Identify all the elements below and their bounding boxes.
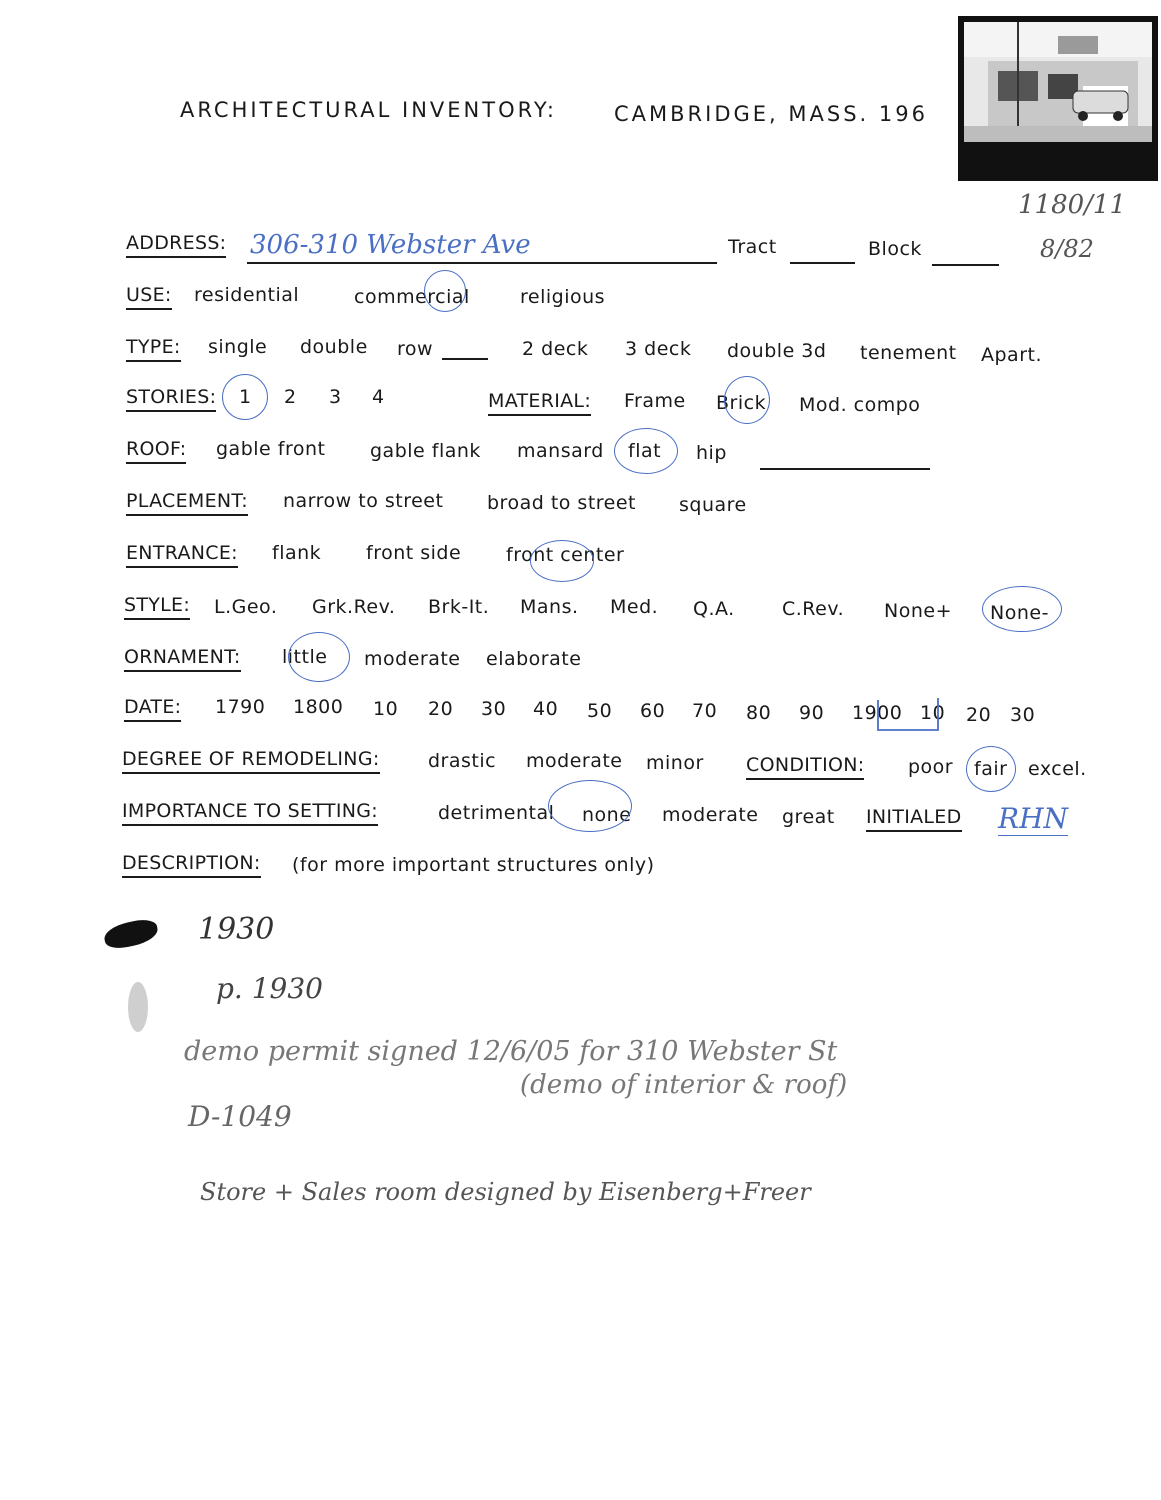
- roof-selected-mark: [614, 428, 678, 474]
- stories-label: STORIES:: [126, 386, 216, 412]
- placement-option-square: square: [679, 494, 747, 516]
- tract-line: [790, 262, 855, 264]
- importance-option-none: none: [582, 804, 632, 826]
- date-option-80: 80: [746, 702, 772, 724]
- ornament-option-moderate: moderate: [364, 648, 461, 670]
- note-top-right-1: 1180/11: [1018, 190, 1127, 220]
- date-option-60: 60: [640, 700, 666, 722]
- use-selected-mark: [424, 270, 466, 312]
- date-option-10a: 10: [373, 698, 399, 720]
- type-option-double: double: [300, 336, 368, 358]
- placement-option-narrow: narrow to street: [283, 490, 444, 512]
- material-option-modcompo: Mod. compo: [799, 394, 921, 416]
- entrance-option-flank: flank: [272, 542, 322, 564]
- material-option-frame: Frame: [624, 390, 686, 412]
- style-option-med: Med.: [610, 596, 659, 618]
- date-label: DATE:: [124, 696, 181, 722]
- block-label: Block: [868, 238, 922, 260]
- roof-option-hip: hip: [696, 442, 727, 464]
- condition-option-poor: poor: [908, 756, 954, 778]
- note-top-right-2: 8/82: [1040, 235, 1094, 263]
- initialed-value: RHN: [998, 802, 1068, 835]
- importance-option-moderate: moderate: [662, 804, 759, 826]
- roof-option-gableflank: gable flank: [370, 440, 481, 462]
- initialed-label: INITIALED: [866, 806, 962, 832]
- use-option-commercial: commercial: [354, 286, 470, 308]
- type-option-row: row: [397, 338, 434, 360]
- date-option-1790: 1790: [215, 696, 266, 718]
- roof-option-gablefront: gable front: [216, 438, 326, 460]
- date-option-50: 50: [587, 700, 613, 722]
- entrance-label: ENTRANCE:: [126, 542, 238, 568]
- description-label: DESCRIPTION:: [122, 852, 261, 878]
- ornament-label: ORNAMENT:: [124, 646, 241, 672]
- style-option-crev: C.Rev.: [782, 598, 845, 620]
- importance-label: IMPORTANCE TO SETTING:: [122, 800, 378, 826]
- ornament-selected-mark: [288, 632, 350, 682]
- title-left: ARCHITECTURAL INVENTORY:: [180, 98, 557, 122]
- type-option-tenement: tenement: [860, 342, 957, 364]
- importance-option-detrimental: detrimental: [438, 802, 555, 824]
- roof-option-flat: flat: [628, 440, 662, 462]
- roof-other-line: [760, 468, 930, 470]
- importance-selected-mark: [548, 780, 632, 832]
- handwritten-line-3: demo permit signed 12/6/05 for 310 Webster St: [184, 1036, 838, 1067]
- handwritten-line-1: 1930: [198, 912, 275, 947]
- ornament-option-little: little: [282, 646, 328, 668]
- type-label: TYPE:: [126, 336, 181, 362]
- material-option-brick: Brick: [716, 392, 767, 414]
- type-row-line: [442, 358, 488, 360]
- date-option-90: 90: [799, 702, 825, 724]
- description-note: (for more important structures only): [292, 854, 655, 876]
- pencil-smudge: [128, 982, 148, 1032]
- placement-option-broad: broad to street: [487, 492, 637, 514]
- handwritten-line-6: Store + Sales room designed by Eisenberg+Freer: [200, 1178, 811, 1206]
- address-line: [247, 262, 717, 264]
- roof-option-mansard: mansard: [517, 440, 604, 462]
- stories-option-3: 3: [329, 386, 342, 408]
- material-label: MATERIAL:: [488, 390, 591, 416]
- date-option-1900: 1900: [852, 702, 903, 724]
- date-option-20b: 20: [966, 704, 992, 726]
- importance-option-great: great: [782, 806, 835, 828]
- remodeling-label: DEGREE OF REMODELING:: [122, 748, 380, 774]
- style-label: STYLE:: [124, 594, 190, 620]
- ink-smudge: [102, 917, 160, 952]
- style-option-noneminus: None-: [990, 602, 1049, 624]
- date-option-1800: 1800: [293, 696, 344, 718]
- style-selected-mark: [982, 586, 1062, 632]
- entrance-option-frontcenter: front center: [506, 544, 625, 566]
- stories-option-2: 2: [284, 386, 297, 408]
- type-option-apart: Apart.: [981, 344, 1043, 366]
- stories-selected-mark: [222, 374, 268, 420]
- stories-option-1: 1: [239, 386, 252, 408]
- type-option-2deck: 2 deck: [522, 338, 589, 360]
- entrance-option-frontside: front side: [366, 542, 462, 564]
- handwritten-line-4: (demo of interior & roof): [520, 1070, 848, 1100]
- date-range-mark: [874, 694, 944, 736]
- condition-label: CONDITION:: [746, 754, 864, 780]
- date-option-40: 40: [533, 698, 559, 720]
- roof-label: ROOF:: [126, 438, 186, 464]
- address-value: 306-310 Webster Ave: [250, 230, 531, 260]
- date-option-10b: 10: [920, 702, 946, 724]
- date-option-30b: 30: [1010, 704, 1036, 726]
- address-label: ADDRESS:: [126, 232, 226, 258]
- condition-selected-mark: [966, 746, 1016, 792]
- style-option-grkrev: Grk.Rev.: [312, 596, 396, 618]
- handwritten-line-2: p. 1930: [216, 972, 323, 1005]
- date-option-30a: 30: [481, 698, 507, 720]
- material-selected-mark: [724, 376, 770, 424]
- remodeling-option-drastic: drastic: [428, 750, 497, 772]
- condition-option-fair: fair: [974, 758, 1008, 780]
- placement-label: PLACEMENT:: [126, 490, 248, 516]
- style-option-noneplus: None+: [884, 600, 952, 622]
- type-option-double3d: double 3d: [727, 340, 827, 362]
- handwritten-line-5: D-1049: [188, 1100, 292, 1133]
- condition-option-excel: excel.: [1028, 758, 1087, 780]
- entrance-selected-mark: [530, 540, 594, 582]
- block-line: [932, 264, 999, 266]
- use-option-religious: religious: [520, 286, 606, 308]
- use-option-residential: residential: [194, 284, 300, 306]
- title-right: CAMBRIDGE, MASS. 196: [614, 102, 928, 126]
- use-label: USE:: [126, 284, 172, 310]
- stories-option-4: 4: [372, 386, 385, 408]
- style-option-brkit: Brk-It.: [428, 596, 490, 618]
- date-option-70: 70: [692, 700, 718, 722]
- tract-label: Tract: [728, 236, 777, 258]
- date-option-20a: 20: [428, 698, 454, 720]
- style-option-qa: Q.A.: [693, 598, 735, 620]
- style-option-mans: Mans.: [520, 596, 579, 618]
- type-option-single: single: [208, 336, 268, 358]
- remodeling-option-moderate: moderate: [526, 750, 623, 772]
- remodeling-option-minor: minor: [646, 752, 704, 774]
- style-option-lgeo: L.Geo.: [214, 596, 278, 618]
- ornament-option-elaborate: elaborate: [486, 648, 582, 670]
- building-photo: [958, 16, 1158, 181]
- type-option-3deck: 3 deck: [625, 338, 692, 360]
